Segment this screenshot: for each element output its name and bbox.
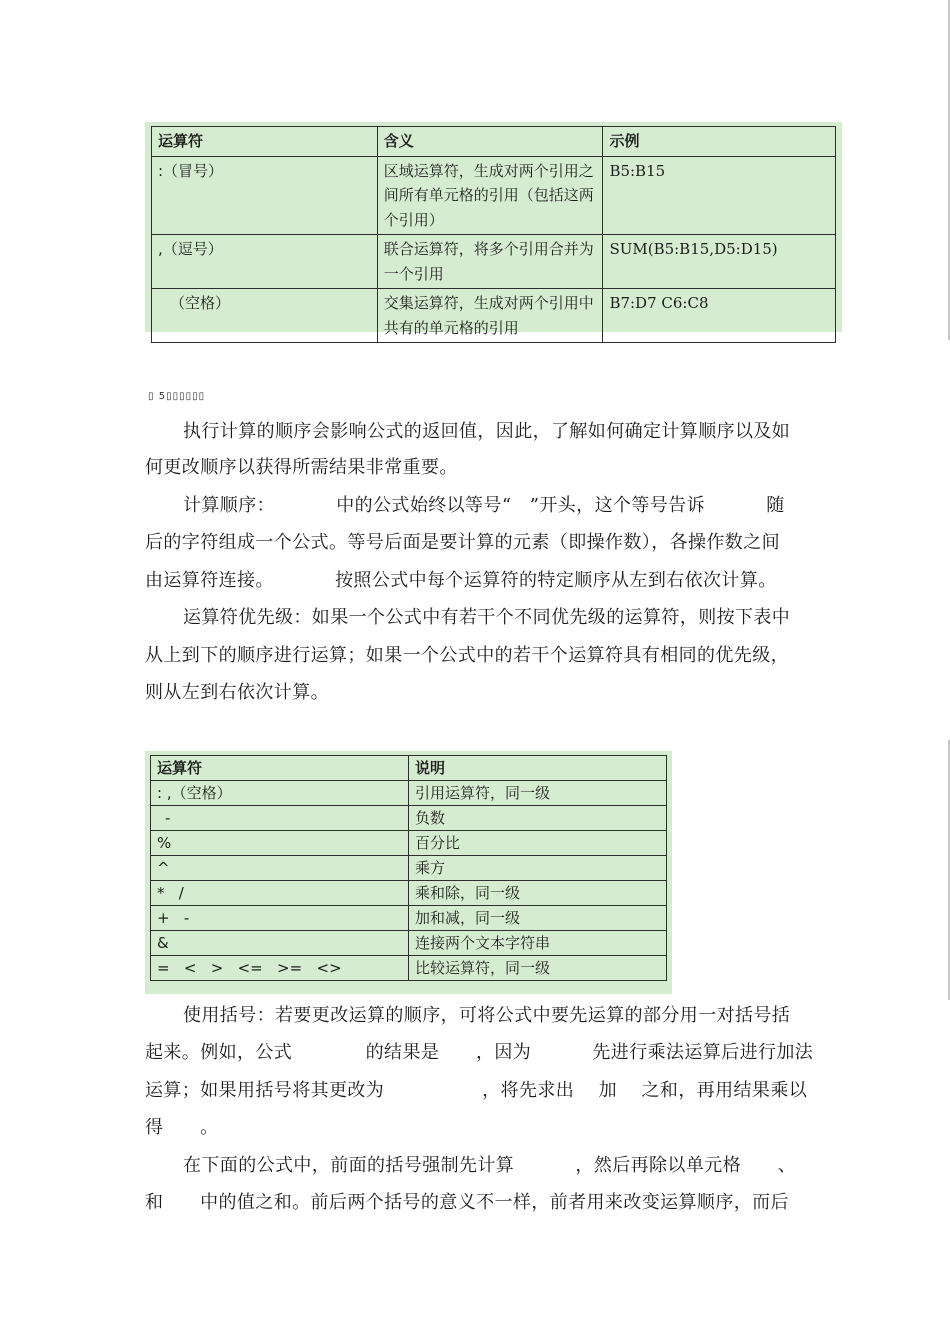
example-cell: SUM(B5:B15,D5:D15): [603, 235, 836, 289]
operator-cell: * /: [151, 881, 409, 906]
paragraph-line: 由运算符连接。 按照公式中每个运算符的特定顺序从左到右依次计算。: [145, 570, 777, 591]
paragraph-line: 执行计算的顺序会影响公式的返回值，因此，了解如何确定计算顺序以及如: [183, 421, 791, 442]
description-cell: 引用运算符，同一级: [409, 781, 667, 806]
paragraph-line: 从上到下的顺序进行运算；如果一个公式中的若干个运算符具有相同的优先级，: [145, 645, 789, 666]
table-row: [151, 831, 667, 856]
paragraph-line: 和 中的值之和。前后两个括号的意义不一样，前者用来改变运算顺序，而后: [145, 1192, 789, 1213]
operator-cell: = < > <= >= <>: [151, 956, 409, 981]
operator-cell: ^: [151, 856, 409, 881]
table-row: [151, 856, 667, 881]
heading-marker-icon: ▯: [148, 391, 159, 402]
paragraph-line: 得 。: [145, 1117, 219, 1138]
example-cell: B7:D7 C6:C8: [603, 289, 836, 343]
table-row: [151, 806, 667, 831]
table-row: [151, 956, 667, 981]
description-cell: 负数: [409, 806, 667, 831]
heading-number: 5: [158, 391, 167, 402]
operator-cell: -: [151, 806, 409, 831]
paragraph-line: 何更改顺序以获得所需结果非常重要。: [145, 457, 458, 478]
operator-cell: %: [151, 831, 409, 856]
paragraph-line: 起来。例如，公式 的结果是 ，因为 先进行乘法运算后进行加法: [145, 1042, 814, 1063]
table-row: [151, 931, 667, 956]
operator-cell: （空格）: [152, 289, 378, 343]
description-cell: 百分比: [409, 831, 667, 856]
table-header-row: [152, 127, 836, 157]
header-operator: 运算符: [152, 127, 378, 157]
meaning-cell: 交集运算符，生成对两个引用中共有的单元格的引用: [377, 289, 603, 343]
meaning-cell: 联合运算符，将多个引用合并为一个引用: [377, 235, 603, 289]
description-cell: 连接两个文本字符串: [409, 931, 667, 956]
heading-placeholder-glyphs: ▯▯▯▯▯▯: [166, 391, 206, 402]
meaning-cell: 区域运算符，生成对两个引用之间所有单元格的引用（包括这两个引用）: [377, 156, 603, 235]
reference-operators-table: [145, 122, 842, 337]
paragraph-line: 使用括号：若要更改运算的顺序，可将公式中要先运算的部分用一对括号括: [183, 1005, 791, 1026]
description-cell: 乘和除，同一级: [409, 881, 667, 906]
description-cell: 比较运算符，同一级: [409, 956, 667, 981]
table-row: [151, 881, 667, 906]
operator-cell: + -: [151, 906, 409, 931]
paragraph-line: 后的字符组成一个公式。等号后面是要计算的元素（即操作数），各操作数之间: [145, 532, 780, 553]
section-heading: [148, 391, 205, 402]
header-operator: 运算符: [151, 756, 409, 781]
table-header-row: [151, 756, 667, 781]
header-example: 示例: [603, 127, 836, 157]
operator-cell: &: [151, 931, 409, 956]
operator-precedence-table: [145, 751, 672, 994]
paragraph-line: 计算顺序： 中的公式始终以等号“ ”开头，这个等号告诉 随: [183, 495, 785, 516]
header-meaning: 含义: [377, 127, 603, 157]
operator-cell: :（冒号）: [152, 156, 378, 235]
table-row: [152, 289, 836, 343]
table-row: [151, 781, 667, 806]
description-cell: 加和减，同一级: [409, 906, 667, 931]
paragraph-line: 在下面的公式中，前面的括号强制先计算 ，然后再除以单元格 、: [183, 1155, 797, 1176]
paragraph-line: 运算；如果用括号将其更改为 ，将先求出 加 之和，再用结果乘以: [145, 1080, 808, 1101]
example-cell: B5:B15: [603, 156, 836, 235]
operator-cell: : ,（空格）: [151, 781, 409, 806]
table-row: [152, 156, 836, 235]
paragraph-line: 运算符优先级：如果一个公式中有若干个不同优先级的运算符，则按下表中: [183, 607, 791, 628]
paragraph-line: 则从左到右依次计算。: [145, 682, 329, 703]
table-row: [151, 906, 667, 931]
header-description: 说明: [409, 756, 667, 781]
description-cell: 乘方: [409, 856, 667, 881]
table-row: [152, 235, 836, 289]
operator-cell: ,（逗号）: [152, 235, 378, 289]
